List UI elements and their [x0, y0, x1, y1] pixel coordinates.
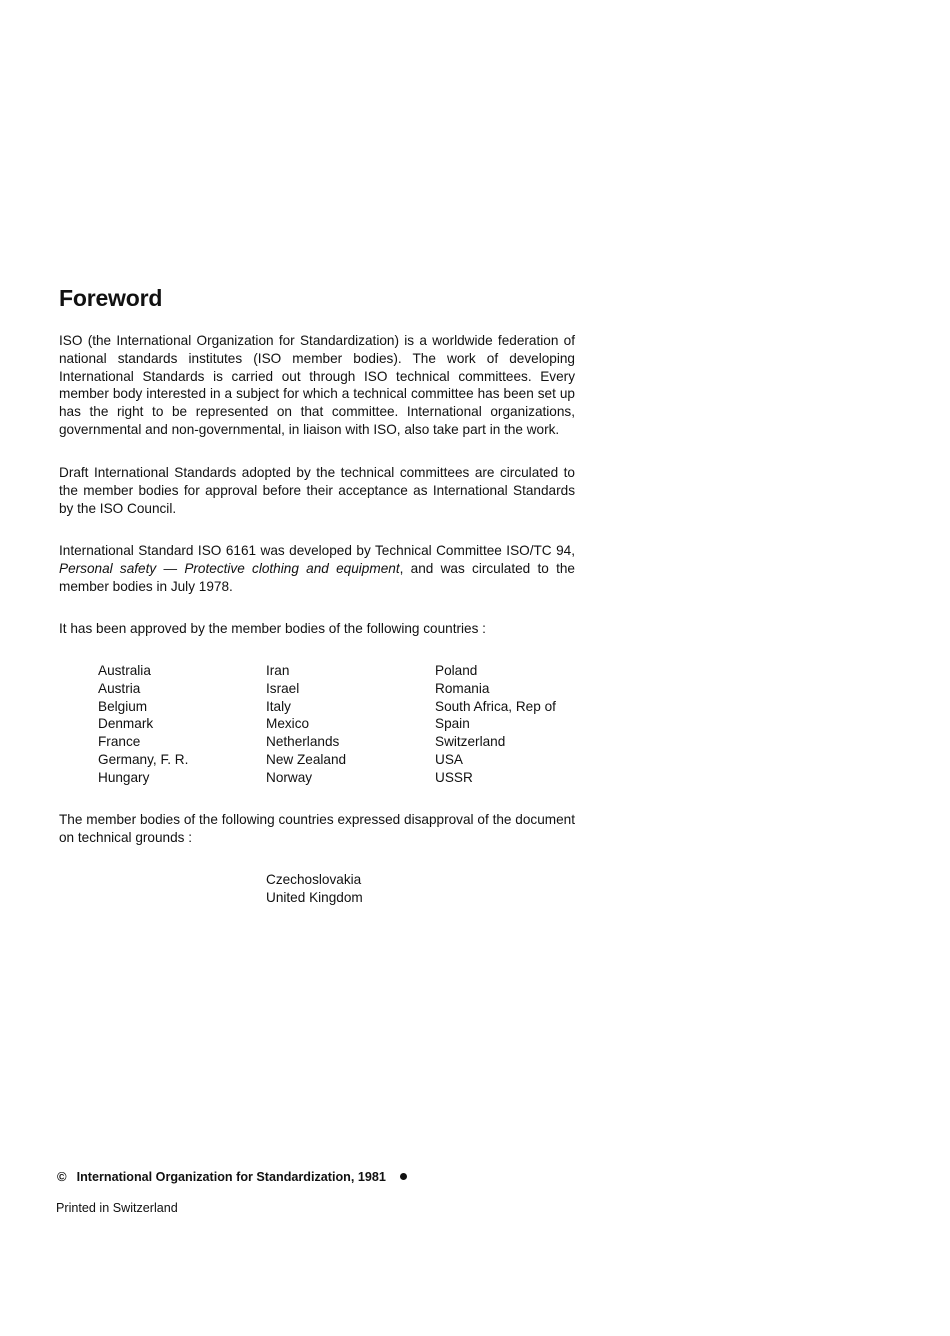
copyright-text: International Organization for Standardization, 1981	[76, 1169, 386, 1184]
paragraph-approval: It has been approved by the member bodies of the following countries :	[59, 621, 486, 636]
country-item: USA	[435, 751, 463, 767]
disapproving-countries-list	[266, 871, 363, 907]
country-item: Austria	[98, 680, 141, 696]
country-item: Germany, F. R.	[98, 751, 189, 767]
country-item: Czechoslovakia	[266, 872, 362, 887]
country-item: Israel	[266, 680, 300, 696]
bullet-dot-icon	[400, 1173, 407, 1180]
country-item: United Kingdom	[266, 889, 363, 905]
printed-location: Printed in Switzerland	[56, 1201, 178, 1215]
country-item: Iran	[266, 663, 290, 678]
approved-countries-column-2	[266, 662, 346, 787]
copyright-line	[57, 1169, 407, 1184]
country-item: France	[98, 734, 141, 750]
country-item: Denmark	[98, 716, 154, 732]
country-item: Belgium	[98, 698, 148, 714]
paragraph-disapproval: The member bodies of the following countries expressed disapproval of the document on technical grounds :	[59, 812, 575, 845]
country-item: Spain	[435, 716, 470, 732]
country-item: Italy	[266, 698, 291, 714]
paragraph-standard-text-b: , and was circulated to the member bodies in July 1978.	[59, 560, 575, 594]
country-item: Switzerland	[435, 734, 506, 750]
country-item: Netherlands	[266, 734, 340, 750]
country-item: New Zealand	[266, 751, 347, 767]
page-title: Foreword	[59, 285, 163, 311]
paragraph-draft-standards: Draft International Standards adopted by the technical committees are circulated to the member bodies for approval before their acceptance as International Standards by the ISO Council.	[59, 465, 575, 516]
country-item: Poland	[435, 663, 478, 678]
country-item: Hungary	[98, 769, 150, 785]
paragraph-iso-intro: ISO (the International Organization for Standardization) is a worldwide federation of national standards institutes (ISO member bodies). The work of developing International Standards is carried out through ISO technical committees. Every member body interested in a subject for which a technical committee has been set up has the right to be represented on that committee. International organizations, governmental and non-governmental, in liaison with ISO, also take part in the work.	[59, 333, 575, 437]
country-item: Australia	[98, 663, 151, 678]
approved-countries-column-1	[98, 662, 188, 787]
paragraph-standard-development	[59, 542, 575, 595]
committee-title: Personal safety — Protective clothing and equipment	[59, 560, 400, 576]
approved-countries-column-3	[435, 662, 556, 787]
country-item: Norway	[266, 769, 313, 785]
paragraph-standard-text-a: International Standard ISO 6161 was developed by Technical Committee ISO/TC 94,	[59, 543, 575, 558]
country-item: Mexico	[266, 716, 310, 732]
copyright-icon: ©	[57, 1169, 67, 1184]
country-item: USSR	[435, 769, 473, 785]
country-item: Romania	[435, 680, 490, 696]
country-item: South Africa, Rep of	[435, 698, 556, 714]
